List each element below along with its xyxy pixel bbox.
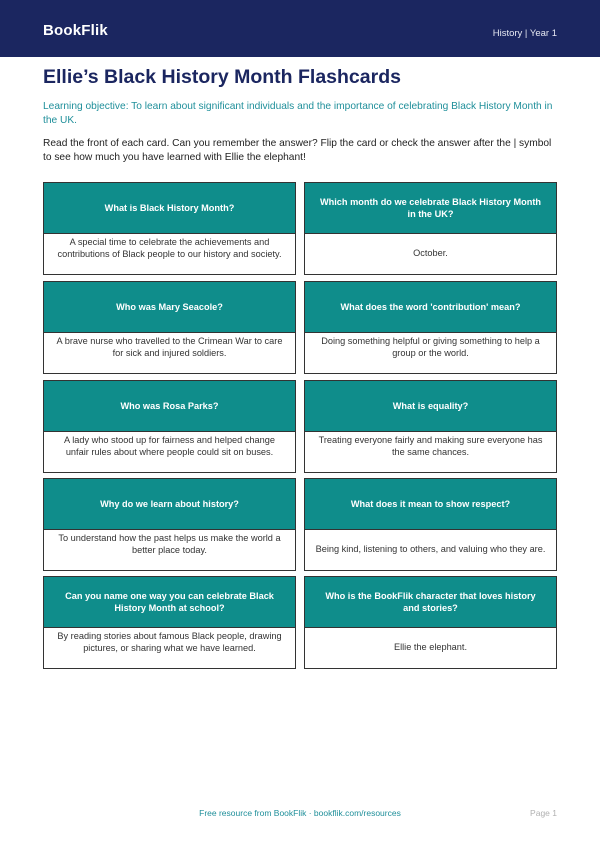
- flashcard-question: Which month do we celebrate Black History Month in the UK?: [305, 183, 556, 233]
- flashcard[interactable]: [304, 281, 557, 374]
- flashcard-question: Who was Rosa Parks?: [44, 381, 295, 431]
- flashcard-answer: A lady who stood up for fairness and helped change unfair rules about where people could sit on buses.: [44, 431, 295, 472]
- instructions: Read the front of each card. Can you remember the answer? Flip the card or check the answer after the | symbol to see how much you have learned with Ellie the elephant!: [43, 138, 552, 163]
- flashcard-answer: Ellie the elephant.: [305, 627, 556, 668]
- flashcard-answer: To understand how the past helps us make the world a better place today.: [44, 529, 295, 570]
- flashcard[interactable]: [304, 182, 557, 275]
- flashcard-answer: By reading stories about famous Black people, drawing pictures, or sharing what we have learned.: [44, 627, 295, 668]
- learning-objective: Learning objective: To learn about significant individuals and the importance of celebrating Black History Month in the UK.: [43, 101, 553, 126]
- flashcard-answer: Doing something helpful or giving something to help a group or the world.: [305, 332, 556, 373]
- flashcard-answer: October.: [305, 233, 556, 274]
- page-number: Page 1: [530, 808, 557, 818]
- flashcard-answer: Being kind, listening to others, and valuing who they are.: [305, 529, 556, 570]
- flashcard[interactable]: [304, 576, 557, 669]
- flashcard-question: Who was Mary Seacole?: [44, 282, 295, 332]
- footer-link[interactable]: Free resource from BookFlik · bookflik.com/resources: [199, 808, 401, 818]
- breadcrumb: History | Year 1: [492, 28, 557, 39]
- flashcard[interactable]: [43, 281, 296, 374]
- flashcard-question: What does the word 'contribution' mean?: [305, 282, 556, 332]
- flashcard[interactable]: [43, 478, 296, 571]
- page-title: Ellie’s Black History Month Flashcards: [43, 66, 401, 88]
- flashcard-question: What is equality?: [305, 381, 556, 431]
- brand-logo[interactable]: BookFlik: [43, 22, 108, 39]
- flashcard-question: What does it mean to show respect?: [305, 479, 556, 529]
- flashcard-answer: Treating everyone fairly and making sure everyone has the same chances.: [305, 431, 556, 472]
- header-bar: [0, 0, 600, 57]
- flashcard[interactable]: [43, 576, 296, 669]
- flashcard[interactable]: [43, 380, 296, 473]
- flashcard[interactable]: [304, 380, 557, 473]
- flashcard-question: Why do we learn about history?: [44, 479, 295, 529]
- flashcard-question: Can you name one way you can celebrate Black History Month at school?: [44, 577, 295, 627]
- flashcard-answer: A special time to celebrate the achievements and contributions of Black people to our history and society.: [44, 233, 295, 274]
- flashcard[interactable]: [304, 478, 557, 571]
- flashcard-question: What is Black History Month?: [44, 183, 295, 233]
- flashcard[interactable]: [43, 182, 296, 275]
- flashcard-answer: A brave nurse who travelled to the Crimean War to care for sick and injured soldiers.: [44, 332, 295, 373]
- flashcard-question: Who is the BookFlik character that loves history and stories?: [305, 577, 556, 627]
